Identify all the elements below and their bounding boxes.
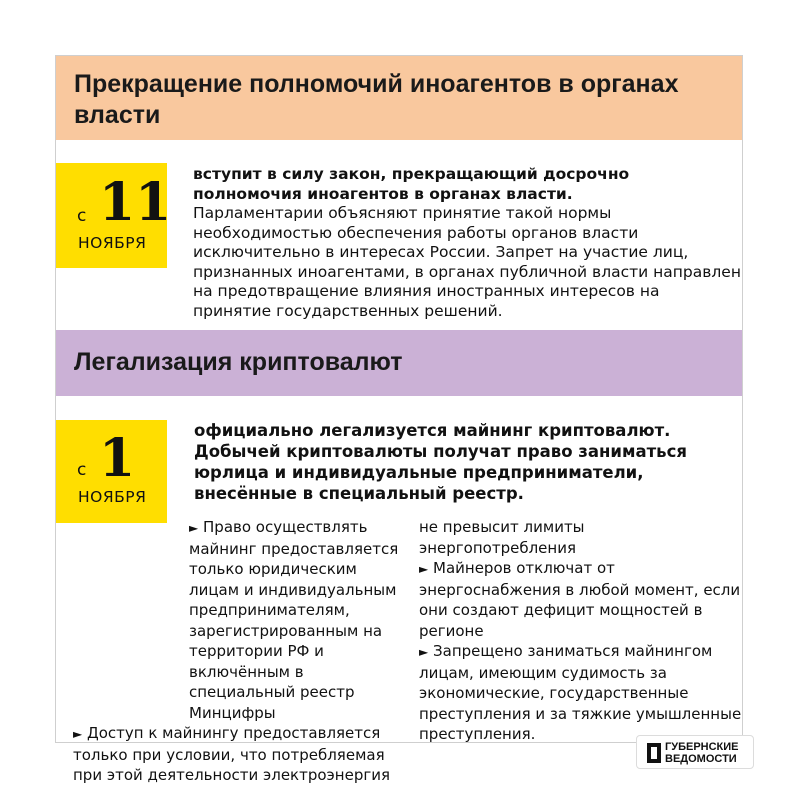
bullet-item — [73, 517, 403, 723]
date-prefix: с — [77, 206, 87, 226]
lead-text-crypto: официально легализуется майнинг криптовалют. Добычей криптовалюты получат право заниматься юрлица и индивидуальные предприниматели, внесённые в специальный реестр. — [194, 421, 687, 503]
bullet-text: Запрещено заниматься майнингом лицам, имеющим судимость за экономические, государственные преступления и за тяжкие умышленные преступления. — [419, 642, 742, 743]
logo-line1: ГУБЕРНСКИЕ — [665, 741, 739, 753]
bullet-icon: ► — [189, 521, 199, 535]
bullet-text: Доступ к майнингу предоставляется только при условии, что потребляемая при этой деятельности электроэнергия — [73, 724, 390, 784]
date-day: 1 — [99, 428, 136, 489]
section-title-text: Легализация криптовалют — [74, 348, 403, 376]
date-month: НОЯБРЯ — [78, 234, 147, 252]
date-badge-nov-1 — [56, 420, 167, 523]
bullet-item — [73, 723, 403, 786]
bullet-continuation: не превысит лимиты энергопотребления — [419, 518, 585, 557]
bullet-icon: ► — [73, 727, 83, 741]
bullet-text: Право осуществлять майнинг предоставляется только юридическим лицам и индивидуальным предпринимателям, зарегистрированным на территории РФ и включённым в специальный реестр Минцифры — [189, 518, 399, 722]
section-title-crypto — [56, 330, 742, 396]
logo-line2: ВЕДОМОСТИ — [665, 753, 737, 765]
bullet-icon: ► — [419, 645, 429, 659]
section-title-text: Прекращение полномочий иноагентов в органах власти — [74, 70, 679, 129]
bullet-column-right — [419, 517, 744, 745]
date-month: НОЯБРЯ — [78, 488, 147, 506]
logo-mark-icon — [647, 743, 661, 763]
bullet-text: Майнеров отключат от энергоснабжения в любой момент, если они создают дефицит мощностей в регионе — [419, 559, 741, 640]
lead-text-foreign-agents: вступит в силу закон, прекращающий досрочно полномочия иноагентов в органах власти. — [193, 165, 630, 203]
date-prefix: с — [77, 460, 87, 480]
bullet-icon: ► — [419, 562, 429, 576]
bullet-column-left — [73, 517, 403, 786]
body-text-foreign-agents: Парламентарии объясняют принятие такой нормы необходимостью обеспечения работы органов власти исключительно в интересах России. Запрет на участие лиц, признанных иноагентами, в органах публичной власти направлен на предотвращение влияния иностранных интересов на принятие государственных решений. — [193, 204, 741, 320]
logo-text — [665, 741, 739, 765]
section-title-foreign-agents — [56, 56, 742, 140]
bullet-item — [419, 641, 744, 745]
date-day: 11 — [99, 172, 172, 233]
date-badge-nov-11 — [56, 163, 172, 268]
publisher-logo — [636, 735, 754, 769]
bullet-item — [419, 558, 744, 641]
